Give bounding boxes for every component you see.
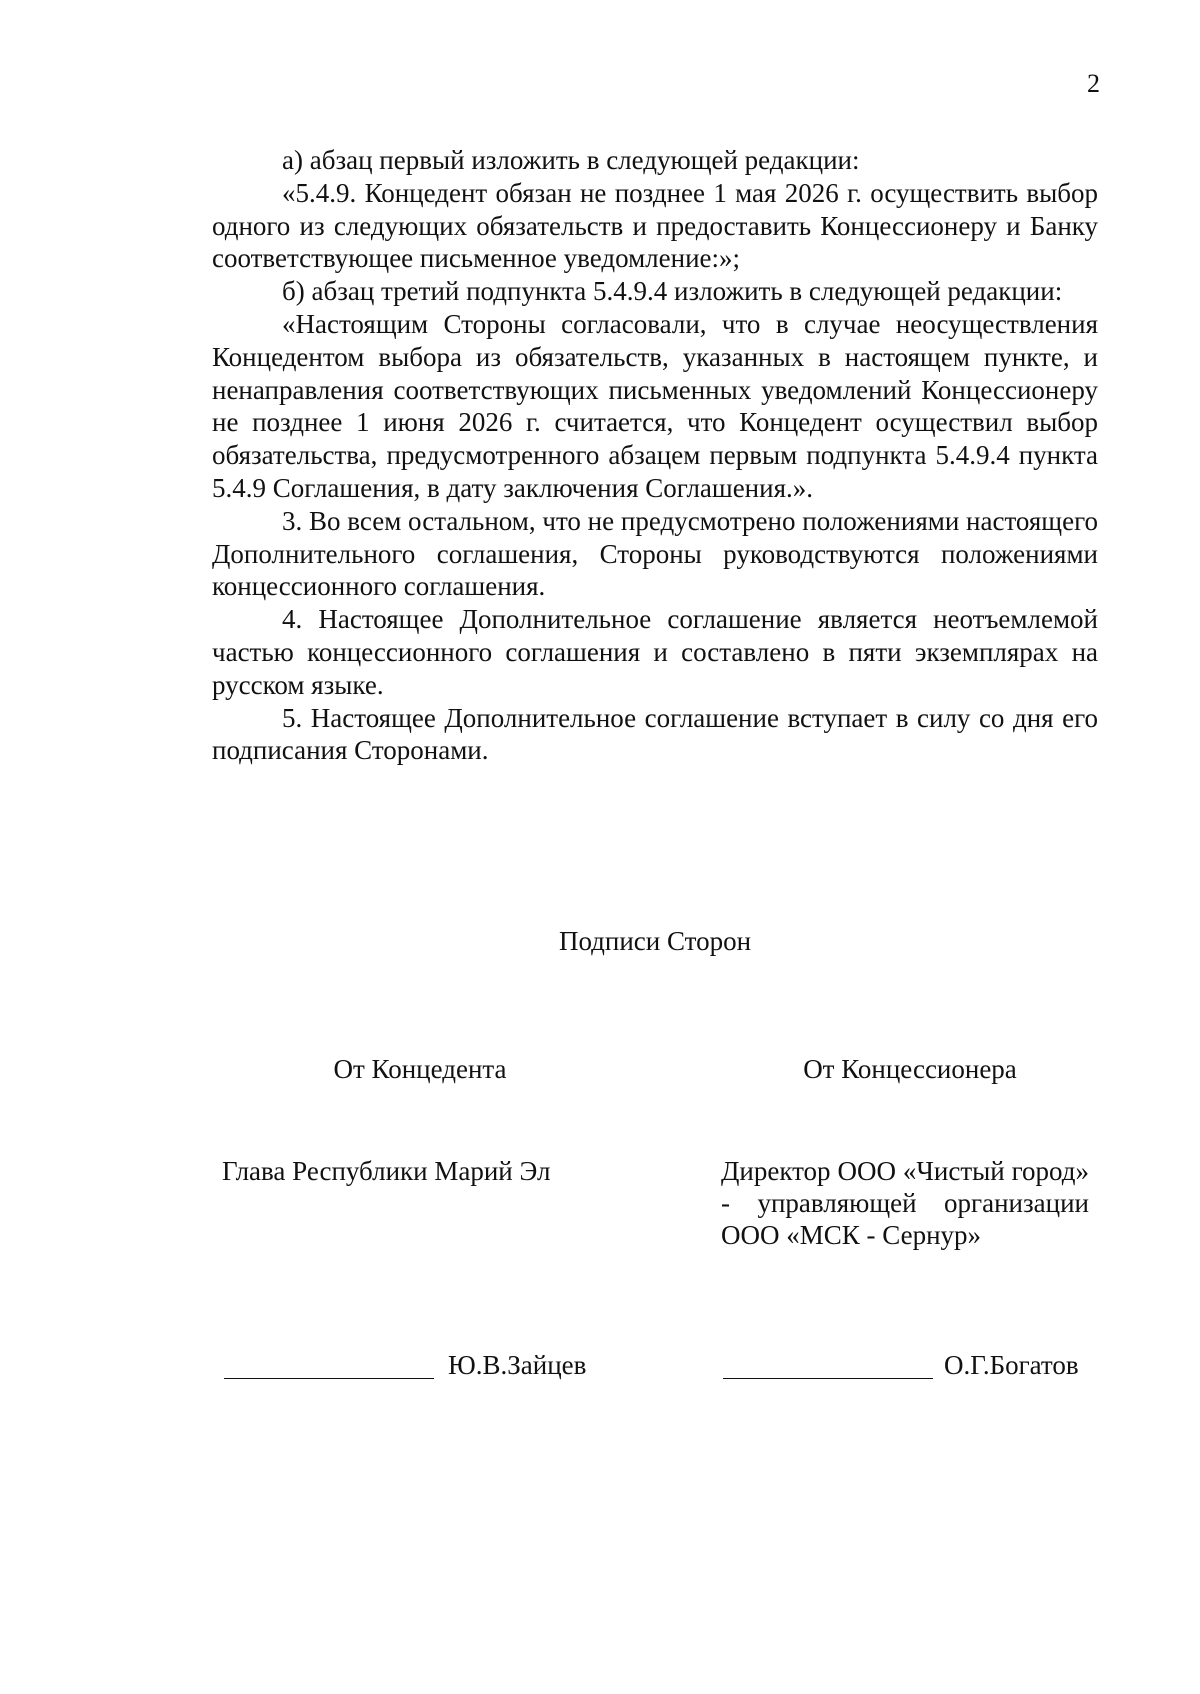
document-body (212, 144, 1098, 767)
grantor-signer-name: Ю.В.Зайцев (448, 1350, 587, 1380)
signatures-heading: Подписи Сторон (558, 926, 752, 956)
concessionaire-position: Директор ООО «Чистый город» - управляющей организации ООО «МСК - Сернур» (721, 1156, 1089, 1250)
concessionaire-signature-line (723, 1378, 933, 1379)
concessionaire-signer-name: О.Г.Богатов (944, 1350, 1079, 1380)
grantor-signature-line (224, 1378, 434, 1379)
paragraph-clause-quote: «Настоящим Стороны согласовали, что в случае неосуществления Концедентом выбора из обязательств, указанных в настоящем пункте, и ненаправления соответствующих письменных уведомлений Концессионеру не позднее 1 июня 2026 г. считается, что Концедент осуществил выбор обязательства, предусмотренного абзацем первым подпункта 5.4.9.4 пункта 5.4.9 Соглашения, в дату заключения Соглашения.». (212, 308, 1098, 503)
paragraph-a: а) абзац первый изложить в следующей редакции: (282, 145, 860, 175)
concessionaire-label: От Концессионера (803, 1054, 1017, 1084)
grantor-position: Глава Республики Марий Эл (222, 1156, 551, 1186)
paragraph-clause-5-4-9: «5.4.9. Концедент обязан не позднее 1 мая 2026 г. осуществить выбор одного из следующих обязательств и предоставить Концессионеру и Банку соответствующее письменное уведомление:»; (212, 177, 1098, 274)
paragraph-3: 3. Во всем остальном, что не предусмотрено положениями настоящего Дополнительного соглашения, Стороны руководствуются положениями концессионного соглашения. (212, 505, 1098, 602)
paragraph-b: б) абзац третий подпункта 5.4.9.4 изложить в следующей редакции: (282, 276, 1063, 307)
grantor-label: От Концедента (333, 1054, 507, 1084)
page-number: 2 (1087, 69, 1100, 98)
paragraph-4: 4. Настоящее Дополнительное соглашение является неотъемлемой частью концессионного соглашения и составлено в пяти экземплярах на русском языке. (212, 604, 1098, 700)
paragraph-5: 5. Настоящее Дополнительное соглашение вступает в силу со дня его подписания Сторонами. (212, 702, 1098, 766)
